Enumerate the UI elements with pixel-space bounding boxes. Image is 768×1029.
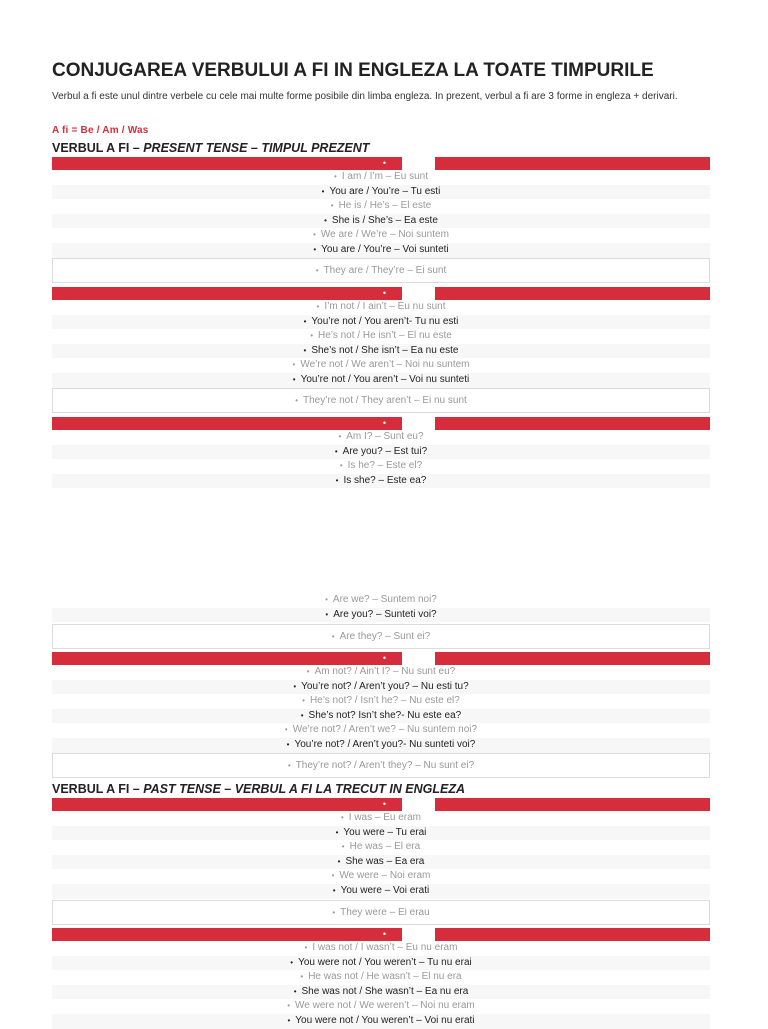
heading-translation: TIMPUL PREZENT — [261, 141, 370, 155]
list-item — [52, 840, 710, 855]
bullet-icon: • — [332, 885, 336, 895]
list-item-text: He is / He’s – El este — [338, 200, 432, 212]
bullet-icon: • — [324, 215, 327, 225]
section-bar — [52, 652, 710, 665]
list-item — [52, 445, 710, 460]
bullet-icon: • — [293, 986, 297, 996]
list-item-text: You were not / You weren’t – Voi nu erati — [295, 1014, 475, 1026]
list-item — [52, 694, 710, 709]
list-item — [52, 459, 710, 474]
list-item-text: Are you? – Sunteti voi? — [333, 608, 437, 620]
list-item — [52, 329, 710, 344]
list-item-text: We’re not / We aren’t – Noi nu suntem — [300, 359, 470, 371]
list-item — [52, 665, 710, 680]
list-item-text: We were – Noi eram — [339, 870, 431, 882]
list-item — [52, 214, 710, 229]
heading-prefix: VERBUL A FI – — [52, 782, 144, 796]
list-item — [52, 608, 710, 623]
bullet-icon: • — [304, 943, 308, 952]
list-item — [52, 869, 710, 884]
bullet-icon: • — [337, 856, 341, 866]
bullet-icon: • — [325, 595, 328, 604]
bullet-icon: • — [306, 667, 310, 676]
list-item — [52, 315, 710, 330]
list-item-text: She was – Ea era — [345, 855, 425, 867]
bar-bullet: • — [367, 417, 402, 430]
list-item — [52, 1014, 710, 1029]
list-item — [52, 999, 710, 1014]
bullet-icon: • — [303, 345, 307, 355]
past-affirmative-list — [52, 811, 710, 899]
bullet-icon: • — [325, 609, 329, 619]
bullet-icon: • — [316, 302, 320, 311]
list-item — [52, 228, 710, 243]
section-bar — [52, 417, 710, 430]
present-neg-interrogative-list — [52, 665, 710, 753]
bullet-icon: • — [315, 266, 319, 275]
bar-bullet: • — [367, 928, 402, 941]
bar-bullet: • — [367, 287, 402, 300]
bullet-icon: • — [287, 1001, 291, 1011]
list-item — [52, 826, 710, 841]
bullet-icon: • — [313, 230, 316, 240]
list-item-text: You’re not / You aren’t- Tu nu esti — [311, 315, 459, 327]
list-item — [52, 855, 710, 870]
section-bar — [52, 798, 710, 811]
bullet-icon: • — [287, 1015, 291, 1025]
bullet-icon: • — [335, 475, 339, 485]
heading-translation: VERBUL A FI LA TRECUT IN ENGLEZA — [234, 782, 466, 796]
list-item — [52, 709, 710, 724]
list-item-text: She is / She’s – Ea este — [331, 214, 438, 226]
list-item-text: I am / I’m – Eu sunt — [341, 171, 428, 182]
list-item — [52, 474, 710, 489]
bullet-icon: • — [290, 957, 294, 967]
list-item — [52, 970, 710, 985]
list-item-text: Are you? – Est tui? — [342, 445, 428, 457]
bar-bullet: • — [367, 798, 402, 811]
list-item-text: We’re not? / Aren’t we? – Nu suntem noi? — [292, 724, 478, 736]
bullet-icon: • — [302, 696, 305, 706]
heading-separator: – — [220, 782, 235, 796]
list-item — [52, 956, 710, 971]
bullet-icon: • — [341, 842, 345, 852]
bullet-icon: • — [313, 244, 317, 254]
bullet-icon: • — [292, 360, 296, 370]
list-item-text: Is she? – Este ea? — [343, 474, 427, 486]
list-item-text: He was – El era — [349, 841, 421, 853]
heading-tense: PRESENT TENSE — [143, 141, 248, 155]
bullet-icon: • — [338, 432, 342, 441]
list-item-text: Are we? – Suntem noi? — [332, 594, 437, 605]
list-item — [52, 593, 710, 608]
list-item-text: He’s not? / Isn’t he? – Nu este el? — [309, 695, 460, 707]
list-item-text: I was not / I wasn’t – Eu nu eram — [312, 942, 458, 953]
list-item-text: You’re not? / Aren’t you?- Nu sunteti voi? — [294, 738, 476, 750]
list-item — [52, 680, 710, 695]
list-item-text: You were – Tu erai — [343, 826, 427, 838]
list-item — [52, 358, 710, 373]
list-item-text: You are / You’re – Voi sunteti — [321, 243, 449, 255]
bullet-icon: • — [295, 396, 298, 405]
bullet-icon: • — [334, 446, 338, 456]
list-item — [52, 985, 710, 1000]
list-item-text: You were not / You weren’t – Tu nu erai — [298, 956, 472, 968]
list-item — [52, 344, 710, 359]
bar-bullet: • — [367, 157, 402, 170]
list-item-text: You’re not? / Aren’t you? – Nu esti tu? — [301, 680, 469, 692]
list-item-text: He was not / He wasn’t – El nu era — [308, 971, 462, 983]
section-bar — [52, 928, 710, 941]
past-negative-list — [52, 941, 710, 1029]
list-item-boxed: • They were – Ei erau — [52, 900, 710, 925]
list-item-text: Am not? / Ain’t I? – Nu sunt eu? — [314, 666, 456, 677]
past-tense-heading — [52, 782, 465, 796]
list-item-text: Is he? – Este el? — [347, 460, 423, 472]
section-bar — [52, 287, 710, 300]
intro-paragraph: Verbul a fi este unul dintre verbele cu cele mai multe forme posibile din limba engleza. In prezent, verbul a fi are 3 forme in engleza + derivari. — [52, 91, 678, 102]
list-item-text: She was not / She wasn’t – Ea nu era — [301, 985, 469, 997]
list-item — [52, 884, 710, 899]
list-item-boxed: • They’re not? / Aren’t they? – Nu sunt ei? — [52, 753, 710, 778]
list-item-boxed: • They’re not / They aren’t – Ei nu sunt — [52, 388, 710, 413]
bullet-icon: • — [321, 186, 325, 196]
list-item-text: We were not / We weren’t – Noi nu eram — [295, 1000, 475, 1012]
bar-bullet: • — [367, 652, 402, 665]
list-item — [52, 300, 710, 315]
list-item — [52, 170, 710, 185]
bullet-icon: • — [335, 827, 339, 837]
present-interrogative-list-continued — [52, 593, 710, 622]
list-item — [52, 941, 710, 956]
list-item-boxed: • Are they? – Sunt ei? — [52, 624, 710, 649]
heading-prefix: VERBUL A FI – — [52, 141, 144, 155]
present-negative-list — [52, 300, 710, 388]
list-item-text: I was – Eu eram — [348, 812, 422, 823]
bullet-icon: • — [287, 761, 291, 770]
list-item-text: She’s not? Isn’t she?- Nu este ea? — [308, 709, 462, 721]
bullet-icon: • — [300, 710, 304, 720]
bullet-icon: • — [331, 632, 335, 641]
list-item-text: You are / You’re – Tu esti — [329, 185, 441, 197]
present-affirmative-list — [52, 170, 710, 258]
heading-tense: PAST TENSE — [143, 782, 221, 796]
list-item-text: She’s not / She isn’t – Ea nu este — [311, 344, 459, 356]
heading-separator: – — [247, 141, 262, 155]
bullet-icon: • — [334, 172, 337, 181]
bullet-icon: • — [331, 871, 335, 881]
page-title: CONJUGAREA VERBULUI A FI IN ENGLEZA LA TOATE TIMPURILE — [52, 60, 654, 81]
bullet-icon: • — [332, 908, 336, 917]
list-item — [52, 185, 710, 200]
list-item-text: You were – Voi erati — [340, 884, 430, 896]
list-item-text: We are / We’re – Noi suntem — [320, 229, 449, 241]
list-item-boxed: • They are / They’re – Ei sunt — [52, 258, 710, 283]
bullet-icon: • — [303, 316, 307, 326]
list-item — [52, 723, 710, 738]
list-item — [52, 811, 710, 826]
list-item — [52, 373, 710, 388]
list-item-text: Am I? – Sunt eu? — [346, 431, 424, 442]
bullet-icon: • — [284, 725, 288, 735]
section-bar — [52, 157, 710, 170]
bullet-icon: • — [310, 331, 314, 341]
bullet-icon: • — [292, 374, 296, 384]
bullet-icon: • — [300, 972, 304, 982]
list-item-text: You’re not / You aren’t – Voi nu sunteti — [300, 373, 470, 385]
bullet-icon: • — [330, 201, 334, 211]
bullet-icon: • — [293, 681, 297, 691]
list-item — [52, 199, 710, 214]
bullet-icon: • — [286, 739, 290, 749]
present-tense-heading — [52, 141, 369, 155]
list-item — [52, 430, 710, 445]
bullet-icon: • — [339, 461, 343, 471]
list-item — [52, 243, 710, 258]
verb-forms-line: A fi = Be / Am / Was — [52, 125, 149, 136]
present-interrogative-list — [52, 430, 710, 488]
bullet-icon: • — [340, 813, 344, 822]
list-item-text: I’m not / I ain’t – Eu nu sunt — [324, 301, 446, 312]
list-item — [52, 738, 710, 753]
list-item-text: He’s not / He isn’t – El nu este — [318, 330, 452, 342]
